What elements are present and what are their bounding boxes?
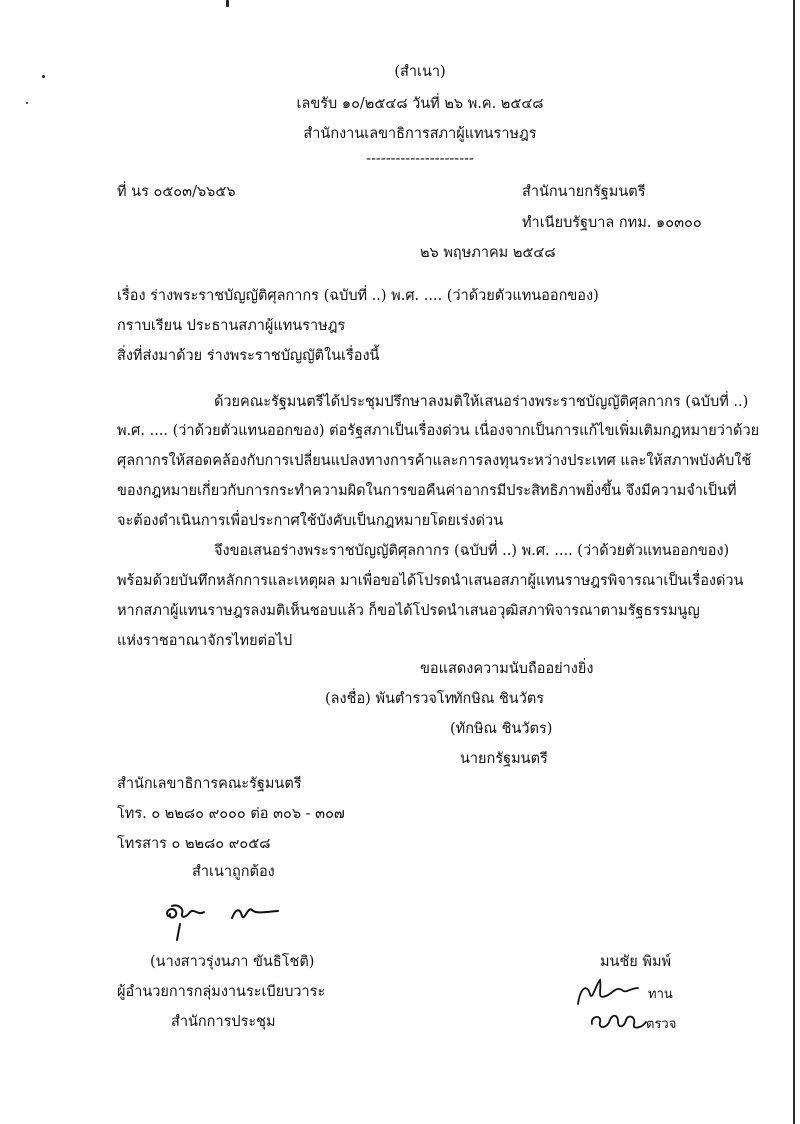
- paragraph1-line: ของกฎหมายเกี่ยวกับการกระทำความผิดในการขอคืนค่าอากรมีประสิทธิภาพยิ่งขึ้น จึงมีความจำเป็นที่: [117, 483, 737, 499]
- paragraph1-line: ศุลกากรให้สอดคล้องกับการเปลี่ยนแปลงทางการค้าและการลงทุนระหว่างประเทศ และให้สภาพบังคับใช้: [117, 453, 752, 469]
- paragraph2-line: แห่งราชอาณาจักรไทยต่อไป: [117, 633, 293, 649]
- paragraph2-line: พร้อมด้วยบันทึกหลักการและเหตุผล มาเพื่อขอได้โปรดนำเสนอสภาผู้แทนราษฎรพิจารณาเป็นเรื่องด่วน: [117, 573, 744, 589]
- paragraph2-line: หากสภาผู้แทนราษฎรลงมติเห็นชอบแล้ว ก็ขอได้โปรดนำเสนอวุฒิสภาพิจารณาตามรัฐธรรมนูญ: [117, 603, 700, 619]
- scan-speck: [226, 0, 229, 7]
- signed-label: (ลงชื่อ) พันตำรวจโท: [325, 691, 455, 707]
- paragraph2-line: จึงขอเสนอร่างพระราชบัญญัติศุลกากร (ฉบับที่ ..) พ.ศ. .... (ว่าด้วยตัวแทนออกของ): [214, 543, 730, 559]
- certifier-position: ผู้อำนวยการกลุ่มงานระเบียบวาระ: [117, 984, 326, 1000]
- subject-line: เรื่อง ร่างพระราชบัญญัติศุลกากร (ฉบับที่ ..) พ.ศ. .... (ว่าด้วยตัวแทนออกของ): [117, 288, 599, 304]
- signer-name: ทักษิณ ชินวัตร: [453, 691, 545, 707]
- letter-date: ๒๖ พฤษภาคม ๒๕๔๘: [420, 245, 556, 261]
- paragraph1-line: ด้วยคณะรัฐมนตรีได้ประชุมปรึกษาลงมติให้เสนอร่างพระราชบัญญัติศุลกากร (ฉบับที่ ..): [214, 394, 749, 410]
- scan-speck: [26, 102, 28, 104]
- certifier-name: (นางสาวรุ่งนภา ขันธิโชติ): [150, 954, 315, 970]
- footer-office: สำนักเลขาธิการคณะรัฐมนตรี: [117, 776, 302, 792]
- checker-label: ตรวจ: [646, 1017, 677, 1032]
- copy-label: (สำเนา): [394, 64, 446, 80]
- scan-speck: [42, 75, 45, 78]
- scan-page-edge: [793, 0, 795, 1124]
- receiving-office: สำนักงานเลขาธิการสภาผู้แทนราษฎร: [303, 126, 537, 142]
- sender-office: สำนักนายกรัฐมนตรี: [522, 184, 646, 200]
- closing-line: ขอแสดงความนับถืออย่างยิ่ง: [420, 661, 594, 677]
- reference-number: ที่ นร ๐๕๐๓/๖๖๕๖: [117, 184, 236, 200]
- paragraph1-line: พ.ศ. .... (ว่าด้วยตัวแทนออกของ) ต่อรัฐสภาเป็นเรื่องด่วน เนื่องจากเป็นการแก้ไขเพิ่มเติมกฎหมายว่าด้วย: [117, 423, 760, 439]
- receipt-line: เลขรับ ๑๐/๒๕๔๘ วันที่ ๒๖ พ.ค. ๒๕๔๘: [296, 96, 544, 112]
- sender-address: ทำเนียบรัฐบาล กทม. ๑๐๓๐๐: [522, 215, 702, 231]
- header-separator: ----------------------: [366, 151, 474, 167]
- typist-label: มนชัย พิมพ์: [600, 954, 672, 970]
- salutation-line: กราบเรียน ประธานสภาผู้แทนราษฎร: [117, 318, 346, 334]
- enclosure-line: สิ่งที่ส่งมาด้วย ร่างพระราชบัญญัติในเรื่องนี้: [117, 348, 380, 364]
- writer-label: ทาน: [648, 987, 673, 1002]
- signer-name-parenthesized: (ทักษิณ ชินวัตร): [450, 721, 553, 737]
- paragraph1-line: จะต้องดำเนินการเพื่อประกาศใช้บังคับเป็นกฎหมายโดยเร่งด่วน: [117, 513, 504, 529]
- signer-title: นายกรัฐมนตรี: [460, 751, 548, 767]
- certified-copy-label: สำเนาถูกต้อง: [192, 864, 275, 880]
- certifier-division: สำนักการประชุม: [171, 1014, 276, 1030]
- footer-fax: โทรสาร ๐ ๒๒๘๐ ๙๐๕๘: [117, 836, 271, 852]
- footer-phone: โทร. ๐ ๒๒๘๐ ๙๐๐๐ ต่อ ๓๐๖ - ๓๐๗: [117, 806, 345, 822]
